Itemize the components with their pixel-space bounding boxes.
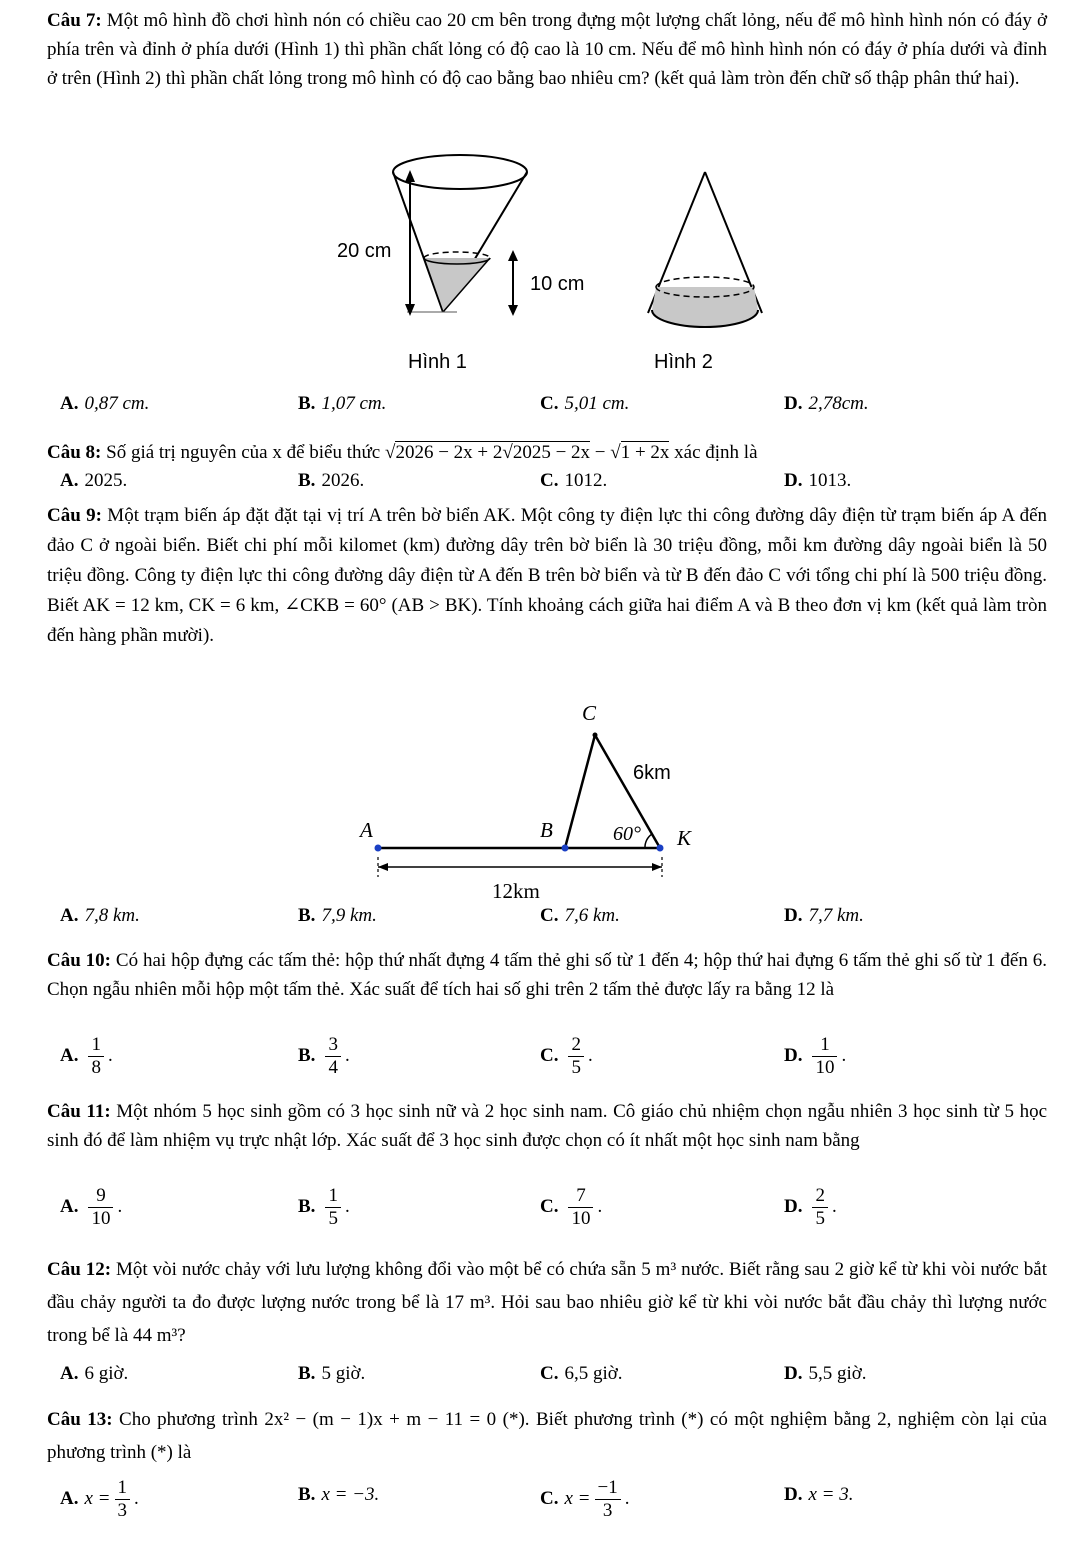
numerator: 1 — [812, 1034, 837, 1057]
option-letter: A. — [60, 470, 79, 491]
question-8-text-after: xác định là — [674, 442, 758, 463]
q12-option-a[interactable] — [60, 1363, 128, 1385]
option-letter: B. — [298, 470, 316, 491]
option-letter: B. — [298, 905, 316, 926]
question-9-text: Một trạm biến áp đặt đặt tại vị trí A trên bờ biển AK. Một công ty điện lực thi công đường dây điện từ trạm biến áp A đến đảo C ở ngoài biển. Biết chi phí mỗi kilomet (km) đường dây trên bờ biển là 30 triệu đồng, mỗi km đường dây ngoài biển là 50 triệu đồng. Công ty điện lực thi công đường dây điện từ A đến B trên bờ biển và từ B đến đảo C với tổng chi phí là 500 triệu đồng. Biết AK = 12 km, CK = 6 km, ∠CKB = 60° (AB > BK). Tính khoảng cách giữa hai điểm A và B theo đơn vị km (kết quả làm tròn đến hàng phần mười). — [47, 505, 1047, 646]
fraction — [88, 1185, 113, 1230]
numerator: 9 — [88, 1185, 113, 1208]
option-letter: C. — [540, 905, 559, 926]
point-label-k: K — [677, 826, 692, 850]
q9-option-b[interactable] — [298, 905, 377, 927]
question-11-text: Một nhóm 5 học sinh gồm có 3 học sinh nữ và 2 học sinh nam. Cô giáo chủ nhiệm chọn ngẫu nhiên 3 học sinh từ 5 học sinh đó để làm nhiệm vụ trực nhật lớp. Xác suất để 3 học sinh được chọn có ít nhất một học sinh nam bằng — [47, 1101, 1047, 1151]
caption-hinh-1: Hình 1 — [408, 351, 467, 373]
question-9 — [47, 501, 1047, 651]
option-letter: D. — [784, 470, 803, 491]
q11-option-a[interactable]: A. $\frac{9}{10}$ . — [60, 1185, 123, 1229]
q12-option-c[interactable] — [540, 1363, 623, 1385]
figure-cones — [320, 140, 770, 380]
fraction — [812, 1034, 837, 1079]
q13-option-c[interactable]: C. x = $\frac{-1}{3}$ . — [540, 1477, 630, 1521]
denominator: 5 — [571, 1057, 581, 1078]
denominator: 10 — [815, 1057, 835, 1078]
option-text: 2025. — [84, 470, 128, 491]
option-text: 7,6 km. — [564, 905, 620, 926]
fraction — [568, 1034, 584, 1079]
q10-option-c[interactable]: C. $\frac{2}{5}$ . — [540, 1034, 593, 1078]
question-10-text: Có hai hộp đựng các tấm thẻ: hộp thứ nhất đựng 4 tấm thẻ ghi số từ 1 đến 4; hộp thứ hai đựng 6 tấm thẻ ghi số từ 1 đến 6. Chọn ngẫu nhiên mỗi hộp một tấm thẻ. Xác suất để tích hai số ghi trên 2 tấm thẻ được lấy ra bằng 12 là — [47, 950, 1048, 1000]
option-text: 1013. — [808, 470, 852, 491]
option-letter: C. — [540, 1487, 559, 1509]
option-text: 7,7 km. — [808, 905, 864, 926]
q10-option-a[interactable]: A. $\frac{1}{8}$ . — [60, 1034, 113, 1078]
q11-option-b[interactable]: B. $\frac{1}{5}$ . — [298, 1185, 350, 1229]
option-letter: D. — [784, 1363, 803, 1384]
option-text: 6 giờ. — [84, 1363, 129, 1384]
option-letter: B. — [298, 1484, 316, 1505]
question-12 — [47, 1253, 1047, 1352]
q13-option-d[interactable] — [784, 1484, 854, 1506]
caption-hinh-2: Hình 2 — [654, 351, 713, 373]
denominator: 4 — [328, 1057, 338, 1078]
q8-option-a[interactable] — [60, 470, 127, 492]
q13-option-a[interactable]: A. x = $\frac{1}{3}$ . — [60, 1477, 139, 1521]
question-13-label: Câu 13: — [47, 1409, 113, 1430]
question-12-text: Một vòi nước chảy với lưu lượng không đổi vào một bể có chứa sẵn 5 m³ nước. Biết rằng sau 2 giờ kể từ khi vòi nước bắt đầu chảy người ta đo được lượng nước trong bể là 17 m³. Hỏi sau bao nhiêu giờ kể từ khi vòi nước bắt đầu chảy thì lượng nước trong bể là 44 m³? — [47, 1259, 1048, 1346]
option-text: 5,01 cm. — [564, 393, 630, 414]
option-letter: D. — [784, 393, 803, 414]
question-8 — [47, 438, 1047, 467]
radical-expression: √2026 − 2x + 2√2025 − 2x − √1 + 2x — [385, 442, 670, 463]
q11-option-c[interactable]: C. $\frac{7}{10}$ . — [540, 1185, 603, 1229]
q9-option-a[interactable] — [60, 905, 140, 927]
option-text: 1012. — [564, 470, 608, 491]
option-text: 0,87 cm. — [84, 393, 150, 414]
q11-option-d[interactable]: D. $\frac{2}{5}$ . — [784, 1185, 837, 1229]
point-label-b: B — [540, 818, 553, 842]
denominator: 3 — [602, 1500, 613, 1521]
question-13-text: Cho phương trình 2x² − (m − 1)x + m − 11 = 0 (*). Biết phương trình (*) có một nghiệm bằng 2, nghiệm còn lại của phương trình (*) là — [47, 1409, 1047, 1463]
option-letter: A. — [60, 1487, 79, 1509]
question-10 — [47, 946, 1047, 1004]
numerator: −1 — [595, 1477, 621, 1500]
denominator: 10 — [571, 1208, 591, 1229]
numerator: 3 — [325, 1034, 341, 1057]
question-11-label: Câu 11: — [47, 1101, 111, 1122]
label-angle: 60° — [613, 823, 641, 845]
option-text: x = 3. — [808, 1484, 854, 1505]
option-text: 7,9 km. — [321, 905, 377, 926]
q7-option-a[interactable] — [60, 393, 149, 415]
label-20cm: 20 cm — [337, 240, 392, 262]
q7-option-b[interactable] — [298, 393, 386, 415]
question-8-text: Số giá trị nguyên của x để biểu thức — [106, 442, 381, 463]
q7-option-c[interactable] — [540, 393, 629, 415]
q10-option-b[interactable]: B. $\frac{3}{4}$ . — [298, 1034, 350, 1078]
numerator: 1 — [115, 1477, 131, 1500]
question-7 — [47, 6, 1047, 93]
question-9-label: Câu 9: — [47, 505, 102, 526]
option-letter: C. — [540, 1195, 559, 1217]
option-letter: C. — [540, 393, 559, 414]
question-7-text: Một mô hình đồ chơi hình nón có chiều cao 20 cm bên trong đựng một lượng chất lỏng, nếu để mô hình hình nón có đáy ở phía trên và đỉnh ở phía dưới (Hình 1) thì phần chất lỏng có độ cao là 10 cm. Nếu để mô hình hình nón có đáy ở phía dưới và đỉnh ở trên (Hình 2) thì phần chất lỏng trong mô hình có độ cao bằng bao nhiêu cm? (kết quả làm tròn đến chữ số thập phân thứ hai). — [47, 10, 1047, 89]
numerator: 1 — [325, 1185, 341, 1208]
fraction — [568, 1185, 593, 1230]
fraction — [88, 1034, 104, 1079]
option-letter: A. — [60, 1363, 79, 1384]
question-8-label: Câu 8: — [47, 442, 102, 463]
question-12-label: Câu 12: — [47, 1259, 112, 1280]
question-10-label: Câu 10: — [47, 950, 112, 971]
option-letter: B. — [298, 1044, 316, 1066]
option-letter: D. — [784, 1044, 803, 1066]
option-text: 1,07 cm. — [321, 393, 387, 414]
q8-option-d[interactable] — [784, 470, 851, 492]
option-letter: C. — [540, 470, 559, 491]
option-text: 6,5 giờ. — [564, 1363, 623, 1384]
option-letter: A. — [60, 1044, 79, 1066]
option-letter: D. — [784, 1195, 803, 1217]
denominator: 5 — [328, 1208, 338, 1229]
option-letter: A. — [60, 905, 79, 926]
figure-coast — [340, 695, 710, 910]
expr-part-3: 1 + 2x — [620, 442, 670, 463]
option-text: 5 giờ. — [321, 1363, 366, 1384]
option-letter: D. — [784, 905, 803, 926]
q13-option-b[interactable] — [298, 1484, 379, 1506]
option-text: 5,5 giờ. — [808, 1363, 867, 1384]
option-prefix: x = — [564, 1487, 591, 1509]
denominator: 8 — [91, 1057, 101, 1078]
option-letter: A. — [60, 1195, 79, 1217]
q8-option-b[interactable] — [298, 470, 364, 492]
label-10cm: 10 cm — [530, 273, 585, 295]
option-text: 2026. — [321, 470, 365, 491]
q12-option-b[interactable] — [298, 1363, 365, 1385]
q10-option-d[interactable]: D. $\frac{1}{10}$ . — [784, 1034, 847, 1078]
numerator: 2 — [812, 1185, 828, 1208]
option-letter: C. — [540, 1363, 559, 1384]
option-letter: D. — [784, 1484, 803, 1505]
option-letter: B. — [298, 1195, 316, 1217]
point-label-a: A — [360, 818, 373, 842]
option-letter: C. — [540, 1044, 559, 1066]
denominator: 10 — [91, 1208, 111, 1229]
option-letter: A. — [60, 393, 79, 414]
numerator: 2 — [568, 1034, 584, 1057]
q12-option-d[interactable] — [784, 1363, 867, 1385]
label-6km: 6km — [633, 762, 671, 784]
q8-option-c[interactable] — [540, 470, 607, 492]
question-13 — [47, 1403, 1047, 1469]
q9-option-d[interactable] — [784, 905, 864, 927]
point-label-c: C — [582, 701, 597, 725]
numerator: 7 — [568, 1185, 593, 1208]
label-12km: 12km — [492, 879, 540, 903]
fraction — [115, 1477, 131, 1522]
option-text: 7,8 km. — [84, 905, 140, 926]
option-letter: B. — [298, 393, 316, 414]
denominator: 5 — [815, 1208, 825, 1229]
expr-part-2: 2025 − 2x — [512, 442, 591, 463]
option-text: 2,78cm. — [808, 393, 869, 414]
question-7-label: Câu 7: — [47, 10, 102, 31]
option-prefix: x = — [84, 1487, 111, 1509]
option-text: x = −3. — [321, 1484, 380, 1505]
fraction — [812, 1185, 828, 1230]
question-11 — [47, 1097, 1047, 1155]
denominator: 3 — [117, 1500, 127, 1521]
q9-option-c[interactable] — [540, 905, 620, 927]
fraction — [325, 1034, 341, 1079]
fraction — [595, 1477, 621, 1522]
option-letter: B. — [298, 1363, 316, 1384]
numerator: 1 — [88, 1034, 104, 1057]
expr-part-1: 2026 − 2x + 2 — [395, 442, 503, 463]
fraction — [325, 1185, 341, 1230]
q7-option-d[interactable] — [784, 393, 869, 415]
